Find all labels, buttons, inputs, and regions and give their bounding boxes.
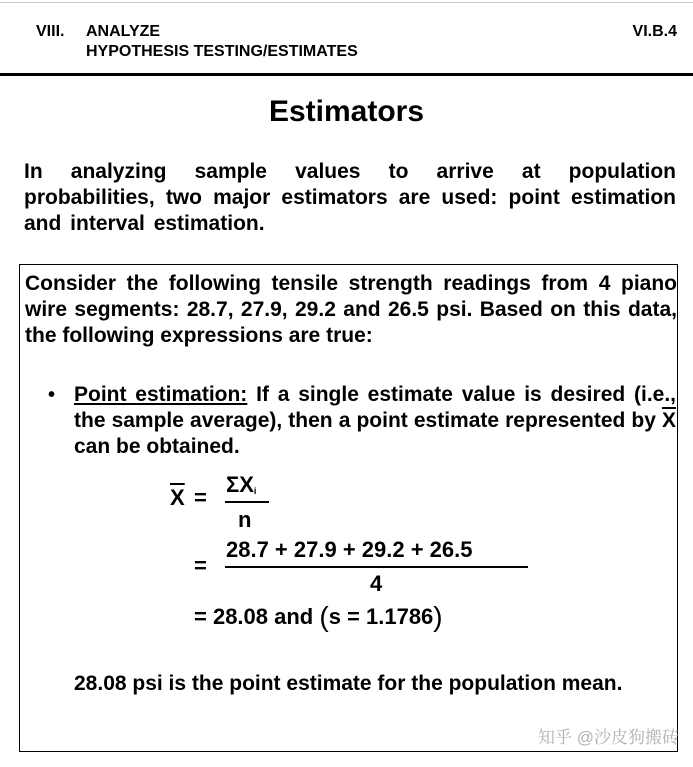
top-border	[0, 2, 693, 3]
intro-paragraph: In analyzing sample values to arrive at population probabilities, two major estimators are used: point estimation and interval estimation.	[24, 160, 676, 235]
example-description: Consider the following tensile strength readings from 4 piano wire segments: 28.7, 27.9, 29.2 and 26.5 psi. Based on this data, the following expressions are true:	[25, 272, 677, 347]
watermark: 知乎 @沙皮狗搬砖	[538, 728, 679, 747]
formula-result: = 28.08 and	[194, 604, 320, 629]
formula-eq-1: =	[194, 485, 207, 510]
fraction-line-2	[225, 566, 528, 568]
page-id: VI.B.4	[632, 23, 677, 40]
section-subtitle: HYPOTHESIS TESTING/ESTIMATES	[86, 43, 358, 60]
conclusion-paragraph: 28.08 psi is the point estimate for the population mean.	[74, 672, 623, 695]
formula-std-dev: s = 1.1786	[328, 604, 434, 629]
formula-result-line	[194, 601, 443, 632]
formula-subscript-i: i	[253, 486, 257, 496]
point-estimation-text-2: can be obtained.	[74, 435, 240, 458]
section-title: ANALYZE	[86, 23, 161, 40]
formula-lhs-xbar: $\overline{X}$	[170, 485, 185, 510]
bullet-marker: •	[48, 384, 56, 406]
section-heading	[36, 22, 160, 42]
formula-sum-values: 28.7 + 27.9 + 29.2 + 26.5	[226, 537, 473, 562]
formula-count: 4	[370, 571, 383, 596]
point-estimation-heading: Point estimation:	[74, 383, 248, 406]
header-divider	[0, 73, 693, 76]
point-estimation-text-1: If a single estimate value is desired (i.e., the sample average), then a point estimate represented by	[74, 383, 677, 432]
paren-open: (	[319, 601, 329, 632]
x-bar-symbol-inline: $\overline{X}$	[661, 409, 676, 432]
point-estimation-paragraph	[74, 382, 676, 460]
fraction-line-1	[225, 501, 269, 503]
formula-numerator	[226, 472, 256, 504]
paren-close: )	[433, 601, 443, 632]
formula-eq-2: =	[194, 553, 207, 578]
formula-denominator: n	[238, 507, 252, 532]
section-number: VIII.	[36, 23, 65, 40]
page-title: Estimators	[268, 95, 425, 128]
formula-sum-x: ΣX	[226, 472, 254, 497]
